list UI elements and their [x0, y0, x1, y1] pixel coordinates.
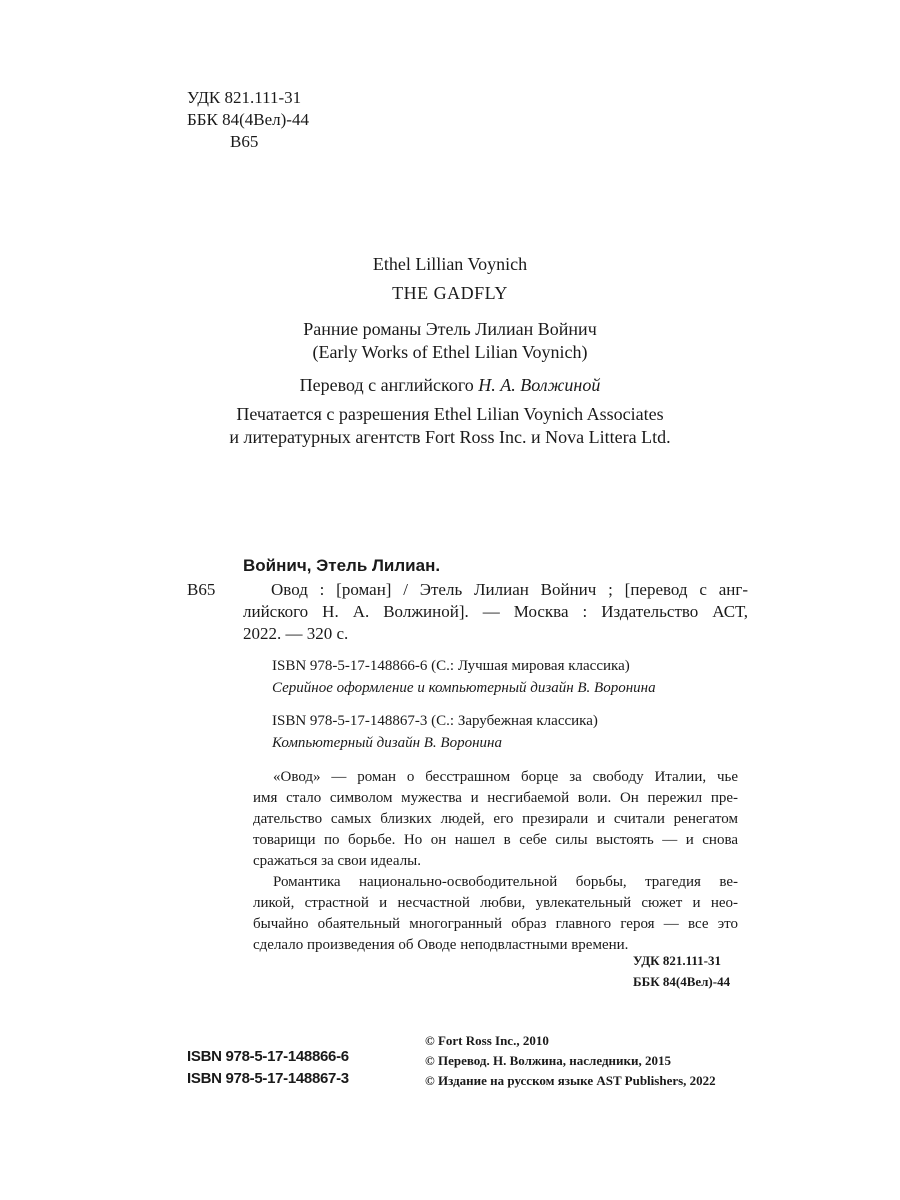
translation-prefix: Перевод с английского — [299, 375, 479, 395]
annotation-line: имя стало символом мужества и несгибаемой воли. Он пережил пре- — [253, 790, 738, 806]
permission-line-2: и литературных агентств Fort Ross Inc. и Nova Littera Ltd. — [229, 427, 671, 447]
author-name-en: Ethel Lillian Voynich — [372, 254, 528, 274]
bib-description-line: лийского Н. А. Волжиной]. — Москва : Издательство АСТ, — [243, 602, 748, 621]
annotation-line: бычайно обаятельный многогранный образ главного героя — все это — [253, 916, 738, 932]
bib-description — [243, 579, 748, 645]
bbk-code-top: ББК 84(4Вел)-44 — [187, 110, 309, 129]
copyright-line-3: © Издание на русском языке AST Publishers, 2022 — [425, 1073, 716, 1088]
annotation-line: Романтика национально-освободительной борьбы, трагедия ве- — [273, 874, 738, 890]
annotation-line: дательство самых близких людей, его презирали и считали ренегатом — [253, 811, 738, 827]
annotation-line: товарищи по борьбе. Но он нашел в себе силы выстоять — и снова — [253, 832, 738, 848]
design-credit-2: Компьютерный дизайн В. Воронина — [272, 735, 502, 751]
isbn-entry-1: ISBN 978-5-17-148866-6 (С.: Лучшая мировая классика) — [272, 658, 630, 674]
bib-heading: Войнич, Этель Лилиан. — [243, 556, 441, 575]
series-title-ru: Ранние романы Этель Лилиан Войнич — [303, 319, 597, 339]
annotation-line: «Овод» — роман о бесстрашном борце за свободу Италии, чье — [273, 769, 738, 785]
annotation-line: сделало произведения об Оводе неподвластными времени. — [253, 937, 629, 953]
series-title-en: (Early Works of Ethel Lilian Voynich) — [312, 342, 588, 362]
annotation — [253, 767, 739, 956]
book-title-en: THE GADFLY — [392, 283, 508, 303]
bib-author-mark: В65 — [187, 580, 216, 599]
author-mark-top: В65 — [230, 132, 259, 151]
bbk-code-bottom: ББК 84(4Вел)-44 — [633, 974, 731, 989]
bib-description-line: 2022. — 320 с. — [243, 624, 349, 643]
design-credit-1: Серийное оформление и компьютерный дизайн В. Воронина — [272, 680, 656, 696]
permission-line-1: Печатается с разрешения Ethel Lilian Voynich Associates — [236, 404, 664, 424]
isbn-bottom-1: ISBN 978-5-17-148866-6 — [187, 1048, 349, 1065]
bib-description-line: Овод : [роман] / Этель Лилиан Войнич ; [перевод с анг- — [271, 580, 748, 599]
annotation-line: ликой, страстной и несчастной любви, увлекательный сюжет и нео- — [253, 895, 738, 911]
isbn-bottom-2: ISBN 978-5-17-148867-3 — [187, 1070, 349, 1087]
translator-name: Н. А. Волжиной — [478, 375, 601, 395]
annotation-line: сражаться за свои идеалы. — [253, 853, 422, 869]
translation-credit — [0, 373, 900, 397]
copyright-line-2: © Перевод. Н. Волжина, наследники, 2015 — [425, 1053, 671, 1068]
copyright-line-1: © Fort Ross Inc., 2010 — [425, 1033, 549, 1048]
isbn-entry-2: ISBN 978-5-17-148867-3 (С.: Зарубежная классика) — [272, 713, 598, 729]
udk-code-bottom: УДК 821.111-31 — [633, 953, 721, 968]
udk-code-top: УДК 821.111-31 — [187, 88, 302, 107]
